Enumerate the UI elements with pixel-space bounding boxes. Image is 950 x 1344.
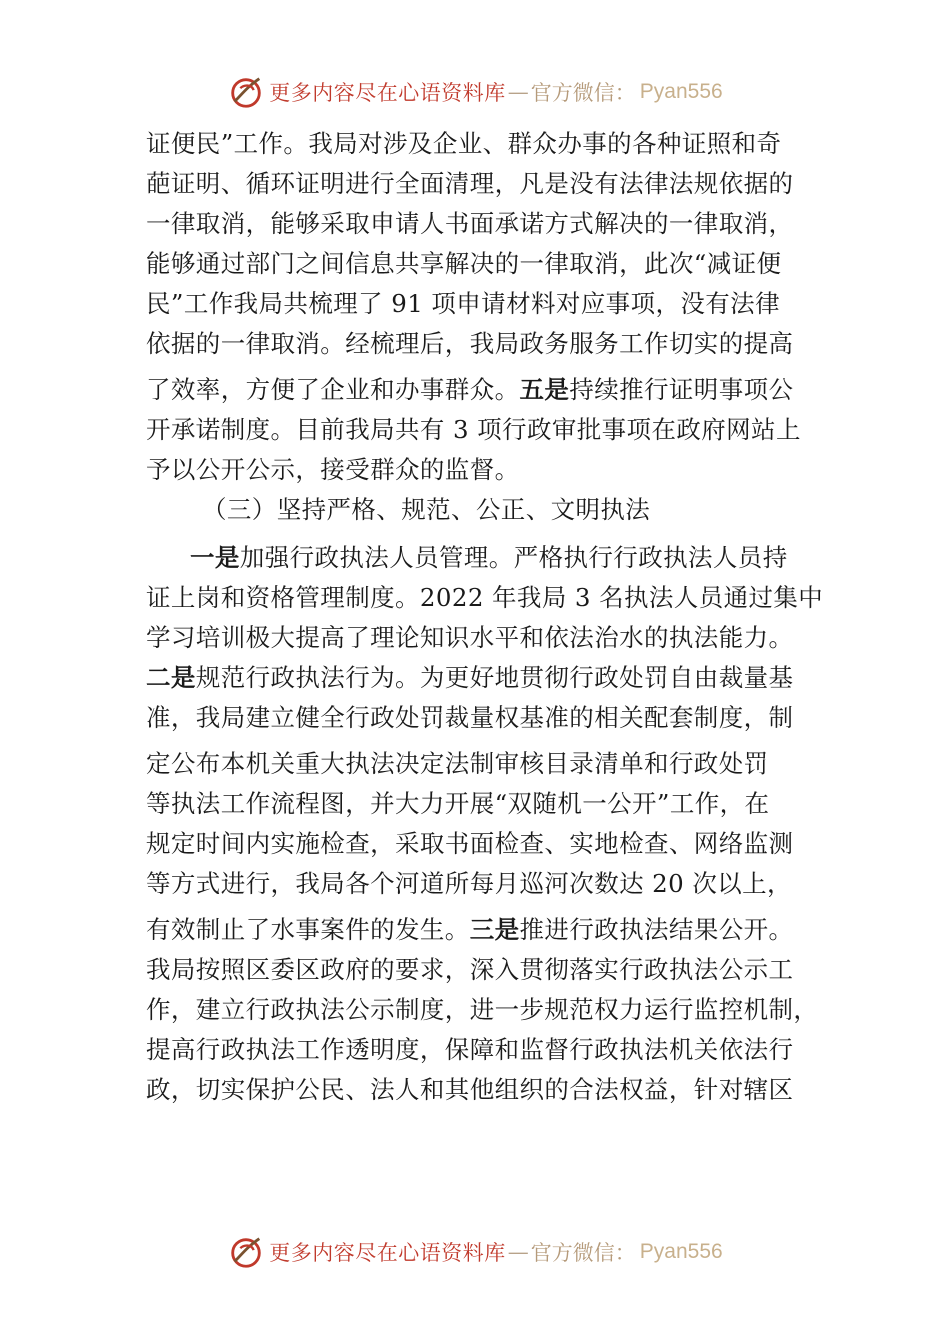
text-line: 作，建立行政执法公示制度，进一步规范权力运行监控机制， [146, 995, 819, 1024]
logo-icon [227, 1233, 265, 1271]
text-line: 证便民”工作。我局对涉及企业、群众办事的各种证照和奇 [146, 129, 782, 158]
text-line: 等方式进行，我局各个河道所每月巡河次数达 20 次以上， [146, 869, 792, 898]
bold-marker: 三是 [469, 915, 520, 944]
text-line: 葩证明、循环证明进行全面清理，凡是没有法律法规依据的 [146, 169, 794, 198]
bold-marker: 一是 [190, 543, 240, 572]
banner-wechat-id: Pyan556 [639, 80, 723, 103]
text-line: 等执法工作流程图，并大力开展“双随机一公开”工作，在 [146, 789, 770, 818]
text-line: 依据的一律取消。经梳理后，我局政务服务工作切实的提高 [146, 329, 794, 358]
text-line: 有效制止了水事案件的发生。三是推进行政执法结果公开。 [146, 915, 794, 944]
text-line: 二是规范行政执法行为。为更好地贯彻行政处罚自由裁量基 [146, 663, 794, 692]
banner-text: 更多内容尽在心语资料库 [269, 1241, 506, 1265]
text-line: 一是加强行政执法人员管理。严格执行行政执法人员持 [190, 543, 788, 572]
text-line: 定公布本机关重大执法决定法制审核目录清单和行政处罚 [146, 749, 769, 778]
section-heading: （三）坚持严格、规范、公正、文明执法 [202, 495, 651, 524]
text-line: 我局按照区委区政府的要求，深入贯彻落实行政执法公示工 [146, 955, 794, 984]
text-line: 提高行政执法工作透明度，保障和监督行政执法机关依法行 [146, 1035, 794, 1064]
footer-banner [0, 1232, 950, 1272]
text-line: 一律取消，能够采取申请人书面承诺方式解决的一律取消， [146, 209, 794, 238]
logo-icon [227, 73, 265, 111]
banner-separator: — [507, 1240, 529, 1264]
banner-wechat-label: 官方微信： [530, 1241, 636, 1265]
text-line: 规定时间内实施检查，采取书面检查、实地检查、网络监测 [146, 829, 794, 858]
banner-wechat-label: 官方微信： [530, 81, 636, 105]
banner-wechat-id: Pyan556 [639, 1240, 723, 1263]
bold-marker: 五是 [519, 375, 570, 404]
document-body [146, 124, 826, 1110]
header-banner [0, 72, 950, 112]
text-line: 准，我局建立健全行政处罚裁量权基准的相关配套制度，制 [146, 703, 794, 732]
banner-separator: — [507, 80, 529, 104]
text-line: 能够通过部门之间信息共享解决的一律取消，此次“减证便 [146, 249, 782, 278]
text-line: 学习培训极大提高了理论知识水平和依法治水的执法能力。 [146, 623, 794, 652]
text-line: 民”工作我局共梳理了 91 项申请材料对应事项，没有法律 [146, 289, 780, 318]
bold-marker: 二是 [146, 663, 196, 692]
text-line: 开承诺制度。目前我局共有 3 项行政审批事项在政府网站上 [146, 415, 801, 444]
text-line: 证上岗和资格管理制度。2022 年我局 3 名执法人员通过集中 [146, 583, 824, 612]
text-line: 政，切实保护公民、法人和其他组织的合法权益，针对辖区 [146, 1075, 794, 1104]
banner-text: 更多内容尽在心语资料库 [269, 81, 506, 105]
text-line: 了效率，方便了企业和办事群众。五是持续推行证明事项公 [146, 375, 794, 404]
text-line: 予以公开公示，接受群众的监督。 [146, 455, 520, 484]
